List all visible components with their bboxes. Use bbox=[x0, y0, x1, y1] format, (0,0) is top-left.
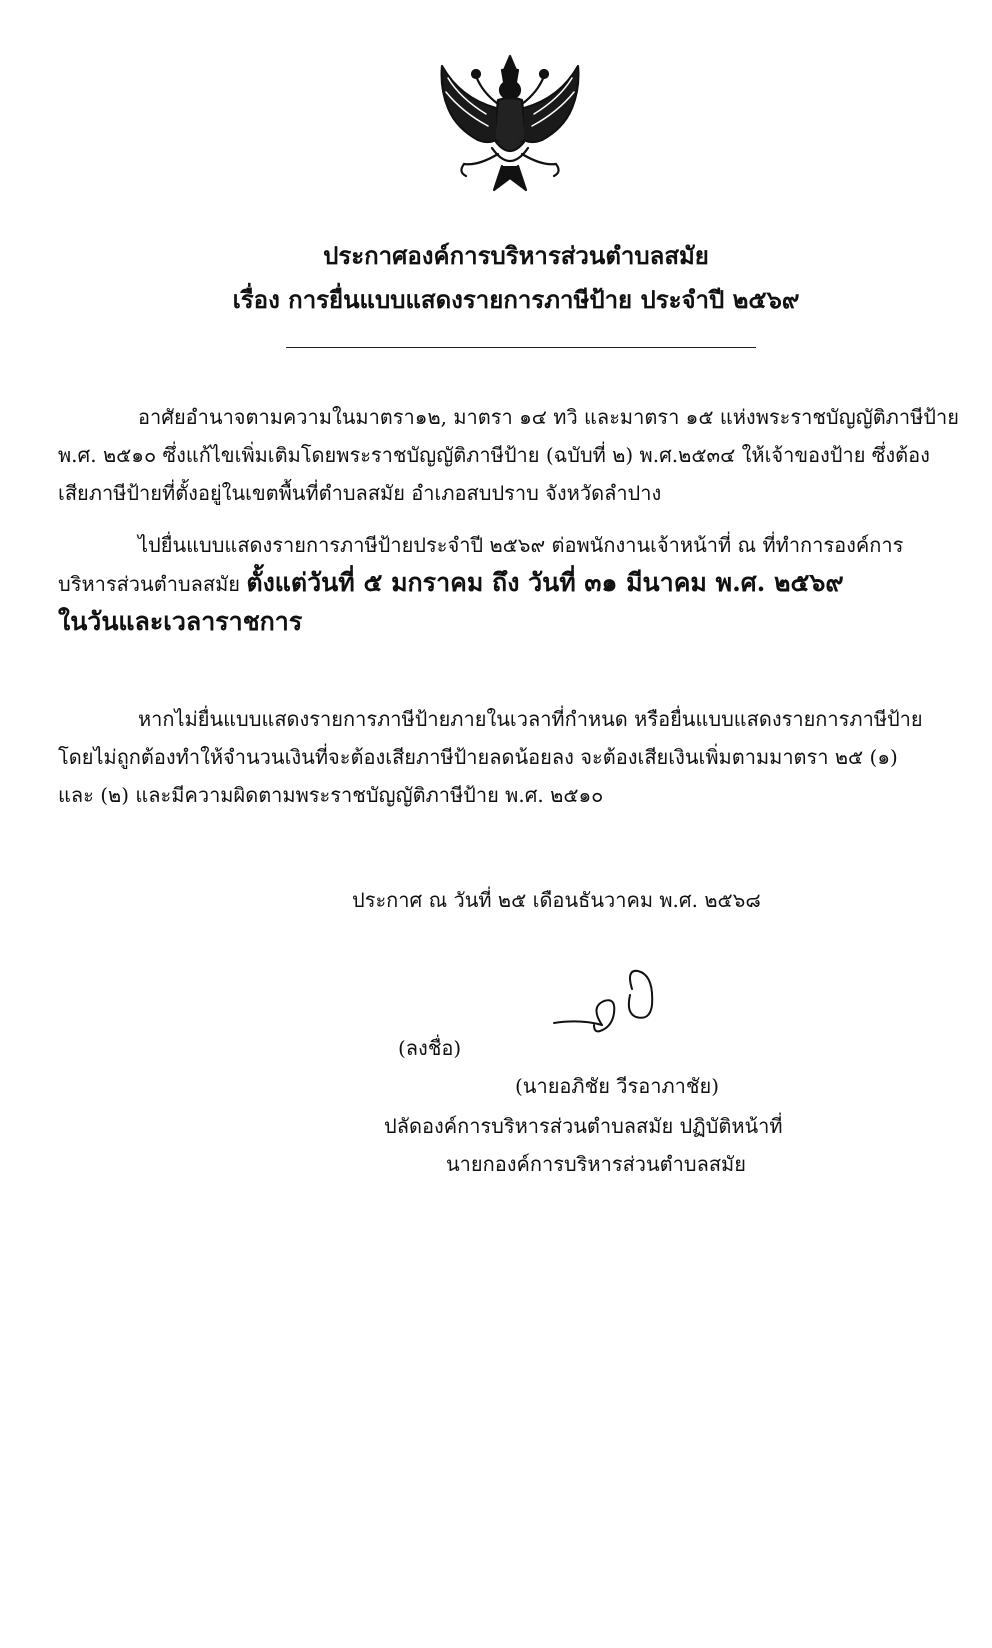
paragraph-authority bbox=[58, 398, 968, 512]
paragraph-line: โดยไม่ถูกต้องทำให้จำนวนเงินที่จะต้องเสียภาษีป้ายลดน้อยลง จะต้องเสียเงินเพิ่มตามมาตรา ๒๕ (๑) bbox=[58, 745, 898, 769]
sign-label: (ลงชื่อ) bbox=[398, 1036, 462, 1060]
filing-period-emphasis: ตั้งแต่วันที่ ๕ มกราคม ถึง วันที่ ๓๑ มีนาคม พ.ศ. ๒๕๖๙ bbox=[246, 568, 844, 597]
paragraph-line bbox=[58, 564, 968, 603]
handwritten-signature-icon bbox=[550, 965, 700, 1055]
signer-position: ปลัดองค์การบริหารส่วนตำบลสมัย ปฏิบัติหน้าที่ bbox=[384, 1114, 783, 1138]
paragraph-line: และ (๒) และมีความผิดตามพระราชบัญญัติภาษีป้าย พ.ศ. ๒๕๑๐ bbox=[58, 783, 604, 807]
signer-acting-position: นายกองค์การบริหารส่วนตำบลสมัย bbox=[446, 1152, 746, 1176]
paragraph-filing-period bbox=[58, 526, 968, 641]
paragraph-line: ไปยื่นแบบแสดงรายการภาษีป้ายประจำปี ๒๕๖๙ ต่อพนักงานเจ้าหน้าที่ ณ ที่ทำการองค์การ bbox=[138, 533, 904, 557]
paragraph-line: หากไม่ยื่นแบบแสดงรายการภาษีป้ายภายในเวลาที่กำหนด หรือยื่นแบบแสดงรายการภาษีป้าย bbox=[138, 707, 923, 731]
paragraph-line: เสียภาษีป้ายที่ตั้งอยู่ในเขตพื้นที่ตำบลสมัย อำเภอสบปราบ จังหวัดลำปาง bbox=[58, 481, 662, 505]
paragraph-line: พ.ศ. ๒๕๑๐ ซึ่งแก้ไขเพิ่มเติมโดยพระราชบัญญัติภาษีป้าย (ฉบับที่ ๒) พ.ศ.๒๕๓๔ ให้เจ้าของป้าย ซึ่งต้อง bbox=[58, 443, 930, 467]
announcement-subject: เรื่อง การยื่นแบบแสดงรายการภาษีป้าย ประจำปี ๒๕๖๙ bbox=[232, 285, 800, 314]
paragraph-line: อาศัยอำนาจตามความในมาตรา๑๒, มาตรา ๑๔ ทวิ และมาตรา ๑๕ แห่งพระราชบัญญัติภาษีป้าย bbox=[138, 405, 959, 429]
paragraph-penalty bbox=[58, 700, 968, 814]
paragraph-text: บริหารส่วนตำบลสมัย bbox=[58, 572, 247, 596]
garuda-emblem-icon bbox=[430, 48, 590, 198]
title-divider bbox=[286, 347, 756, 348]
announcement-date: ประกาศ ณ วันที่ ๒๕ เดือนธันวาคม พ.ศ. ๒๕๖๘ bbox=[352, 888, 761, 912]
announcement-title: ประกาศองค์การบริหารส่วนตำบลสมัย bbox=[323, 241, 709, 270]
official-hours-emphasis: ในวันและเวลาราชการ bbox=[58, 607, 303, 636]
signer-name: (นายอภิชัย วีรอาภาชัย) bbox=[515, 1074, 719, 1098]
